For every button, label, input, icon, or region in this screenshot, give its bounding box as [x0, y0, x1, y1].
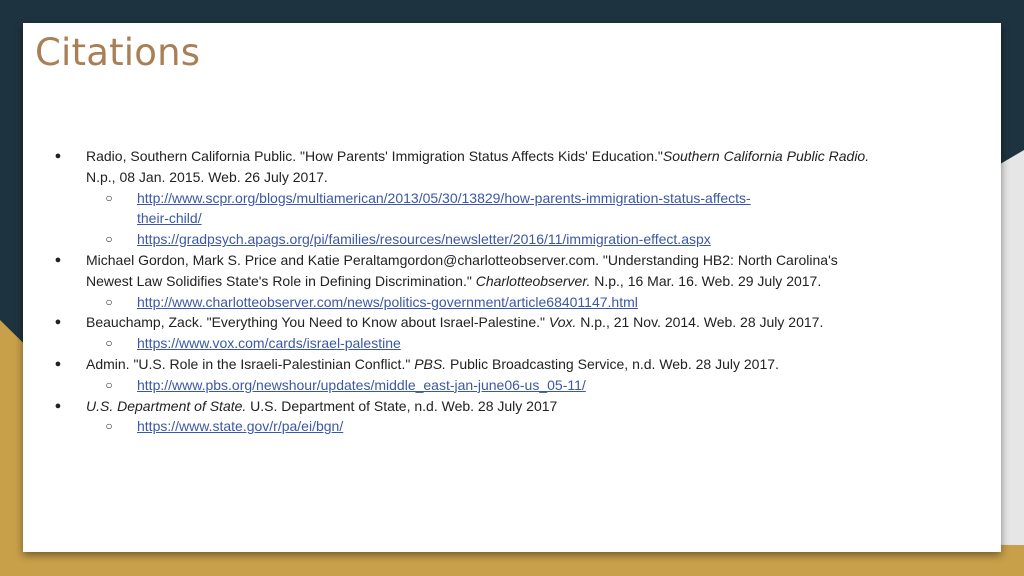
citation-text: N.p., 21 Nov. 2014. Web. 28 July 2017.	[576, 314, 824, 331]
slide-title: Citations	[35, 31, 201, 74]
citation-list	[50, 146, 870, 437]
citation-link[interactable]: https://www.state.gov/r/pa/ei/bgn/	[137, 418, 344, 435]
citation-url-item	[50, 292, 870, 313]
citation-url-item	[50, 229, 870, 250]
citation-link[interactable]: https://www.vox.com/cards/israel-palestine	[137, 335, 401, 352]
citation-link[interactable]: http://www.pbs.org/newshour/updates/middle_east-jan-june06-us_05-11/	[137, 376, 586, 393]
citation-text: Radio, Southern California Public. "How Parents' Immigration Status Affects Kids' Education."	[86, 148, 663, 164]
citation-text: Michael Gordon, Mark S. Price and Katie Peraltamgordon@charlotteobserver.com. "Understanding HB2: North Carolina's Newest Law Solidifies State's Role in Defining Discrimination."	[86, 251, 838, 289]
bullet-icon: ●	[54, 150, 62, 162]
bullet-icon: ●	[54, 399, 62, 412]
citation-text: Admin. "U.S. Role in the Israeli-Palestinian Conflict."	[86, 355, 415, 372]
citation-url-item	[50, 416, 870, 437]
sub-bullet-icon: ○	[105, 419, 113, 434]
sub-bullet-icon: ○	[105, 377, 113, 392]
citation-text: N.p., 08 Jan. 2015. Web. 26 July 2017.	[86, 168, 328, 185]
citation-source: Vox.	[548, 314, 577, 331]
sub-bullet-icon: ○	[105, 294, 113, 309]
citation-entry	[50, 396, 870, 417]
sub-bullet-icon: ○	[105, 336, 113, 351]
slide	[23, 23, 1001, 552]
bullet-icon: ●	[54, 253, 62, 266]
citation-url-item	[50, 333, 870, 354]
citation-entry	[50, 146, 870, 188]
citation-entry	[50, 312, 870, 333]
citation-text: Public Broadcasting Service, n.d. Web. 28 July 2017.	[446, 355, 779, 372]
citation-entry	[50, 354, 870, 375]
citation-entry	[50, 250, 870, 292]
bullet-icon: ●	[54, 357, 62, 370]
citation-source: Southern California Public Radio.	[662, 148, 870, 164]
citation-link[interactable]: http://www.scpr.org/blogs/multiamerican/2013/05/30/13829/how-parents-immigration-status-affects- their-child/	[137, 189, 751, 227]
citation-text: N.p., 16 Mar. 16. Web. 29 July 2017.	[590, 272, 822, 289]
citation-url-item	[50, 375, 870, 396]
sub-bullet-icon: ○	[105, 190, 113, 205]
citation-source: PBS.	[414, 355, 447, 372]
citation-source: Charlotteobserver.	[475, 272, 591, 289]
citation-text: Beauchamp, Zack. "Everything You Need to Know about Israel-Palestine."	[86, 314, 549, 331]
citation-link[interactable]: http://www.charlotteobserver.com/news/politics-government/article68401147.html	[137, 293, 638, 310]
bullet-icon: ●	[54, 316, 62, 329]
citation-link[interactable]: https://gradpsych.apags.org/pi/families/resources/newsletter/2016/11/immigration-effect.aspx	[137, 231, 711, 248]
citation-text: U.S. Department of State, n.d. Web. 28 July 2017	[246, 397, 558, 414]
citation-url-item	[50, 188, 870, 230]
sub-bullet-icon: ○	[105, 232, 113, 247]
citation-source: U.S. Department of State.	[86, 397, 247, 414]
